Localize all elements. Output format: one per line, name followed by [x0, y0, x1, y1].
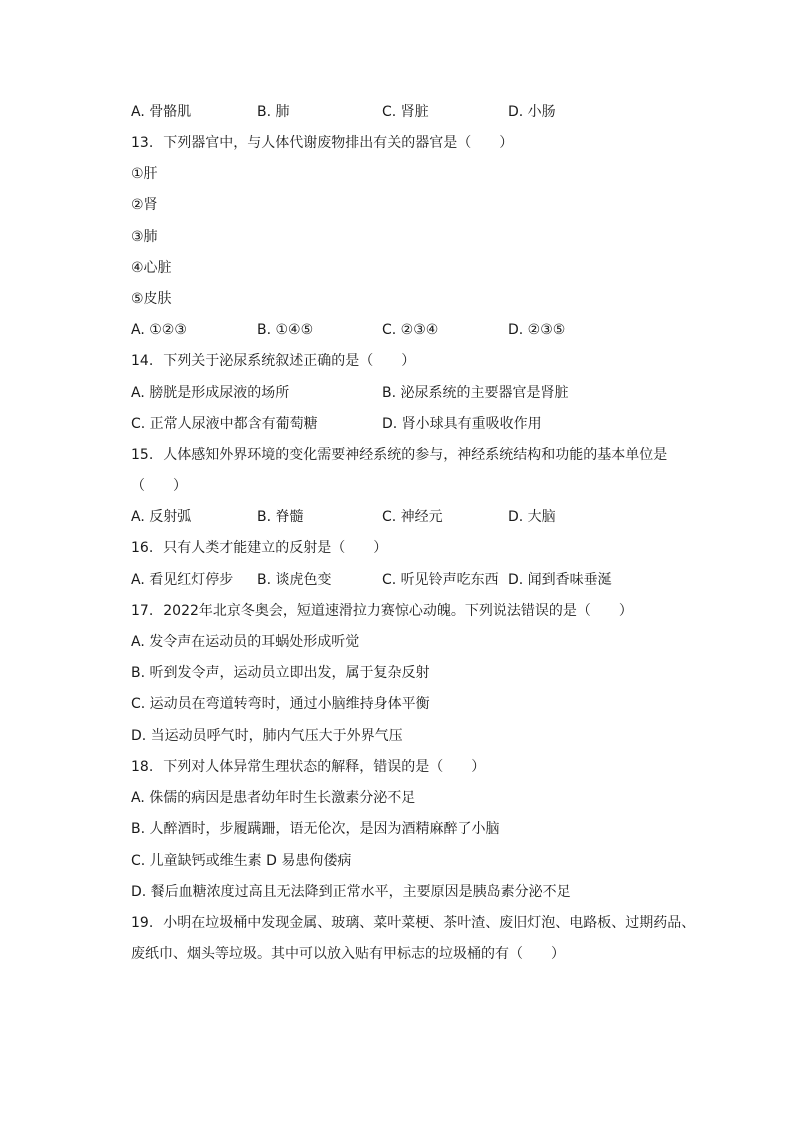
q13-item-4: ④心脏: [131, 260, 172, 276]
q13-option-d: D. ②③⑤: [508, 322, 566, 338]
q15-option-a: A. 反射弧: [131, 509, 192, 525]
q18-option-a: A. 侏儒的病因是患者幼年时生长激素分泌不足: [131, 790, 416, 806]
q15-number: 15.: [131, 447, 154, 463]
q15-option-d: D. 大脑: [508, 509, 556, 525]
q12-option-b: B. 肺: [257, 104, 290, 120]
q19-stem-line: [131, 913, 695, 933]
q13-option-b: B. ①④⑤: [257, 322, 314, 338]
q13-option-c: C. ②③④: [382, 322, 439, 338]
q17-stem: 2022年北京冬奥会，短道速滑拉力赛惊心动魄。下列说法错误的是（ ）: [163, 603, 633, 619]
q16-stem-line: [131, 538, 387, 558]
q13-option-a: A. ①②③: [131, 322, 187, 338]
q13-item-1: ①肝: [131, 166, 158, 182]
q13-stem: 下列器官中，与人体代谢废物排出有关的器官是（ ）: [163, 135, 514, 151]
q17-option-d: D. 当运动员呼气时，肺内气压大于外界气压: [131, 728, 403, 744]
q12-option-c: C. 肾脏: [382, 104, 429, 120]
q16-stem: 只有人类才能建立的反射是（ ）: [163, 540, 388, 556]
q19-number: 19.: [131, 915, 154, 931]
q12-option-a: A. 骨骼肌: [131, 104, 192, 120]
q18-stem: 下列对人体异常生理状态的解释，错误的是（ ）: [163, 759, 486, 775]
q15-option-b: B. 脊髓: [257, 509, 304, 525]
q14-option-b: B. 泌尿系统的主要器官是肾脏: [382, 385, 569, 401]
q19-stem: 小明在垃圾桶中发现金属、玻璃、菜叶菜梗、茶叶渣、废旧灯泡、电路板、过期药品、: [163, 915, 696, 931]
q17-option-b: B. 听到发令声，运动员立即出发，属于复杂反射: [131, 665, 430, 681]
q17-number: 17.: [131, 603, 154, 619]
q14-number: 14.: [131, 353, 154, 369]
q13-item-2: ②肾: [131, 197, 158, 213]
q13-item-5: ⑤皮肤: [131, 291, 172, 307]
q16-option-a: A. 看见红灯停步: [131, 572, 234, 588]
q13-number: 13.: [131, 135, 154, 151]
q14-stem: 下列关于泌尿系统叙述正确的是（ ）: [163, 353, 416, 369]
q12-option-d: D. 小肠: [508, 104, 556, 120]
q16-number: 16.: [131, 540, 154, 556]
q15-stem: 人体感知外界环境的变化需要神经系统的参与，神经系统结构和功能的基本单位是: [163, 447, 668, 463]
q18-option-d: D. 餐后血糖浓度过高且无法降到正常水平，主要原因是胰岛素分泌不足: [131, 884, 571, 900]
q16-option-b: B. 谈虎色变: [257, 572, 332, 588]
q17-option-a: A. 发令声在运动员的耳蜗处形成听觉: [131, 634, 360, 650]
q16-option-c: C. 听见铃声吃东西: [382, 572, 499, 588]
q13-stem-line: [131, 133, 513, 153]
q18-number: 18.: [131, 759, 154, 775]
q17-stem-line: [131, 601, 633, 621]
q13-item-3: ③肺: [131, 229, 158, 245]
q14-option-d: D. 肾小球具有重吸收作用: [382, 416, 542, 432]
q14-option-c: C. 正常人尿液中都含有葡萄糖: [131, 416, 318, 432]
q18-stem-line: [131, 757, 485, 777]
q18-option-b: B. 人醉酒时，步履蹒跚，语无伦次，是因为酒精麻醉了小脑: [131, 821, 500, 837]
q18-option-c: C. 儿童缺钙或维生素 D 易患佝偻病: [131, 853, 352, 869]
q17-option-c: C. 运动员在弯道转弯时，通过小脑维持身体平衡: [131, 696, 430, 712]
q15-stem-cont: （ ）: [131, 478, 187, 494]
q15-stem-line: [131, 445, 667, 465]
q19-stem-cont: 废纸巾、烟头等垃圾。其中可以放入贴有甲标志的垃圾桶的有（ ）: [131, 946, 565, 962]
q16-option-d: D. 闻到香味垂涎: [508, 572, 612, 588]
q14-option-a: A. 膀胱是形成尿液的场所: [131, 385, 290, 401]
q15-option-c: C. 神经元: [382, 509, 443, 525]
q14-stem-line: [131, 351, 415, 371]
